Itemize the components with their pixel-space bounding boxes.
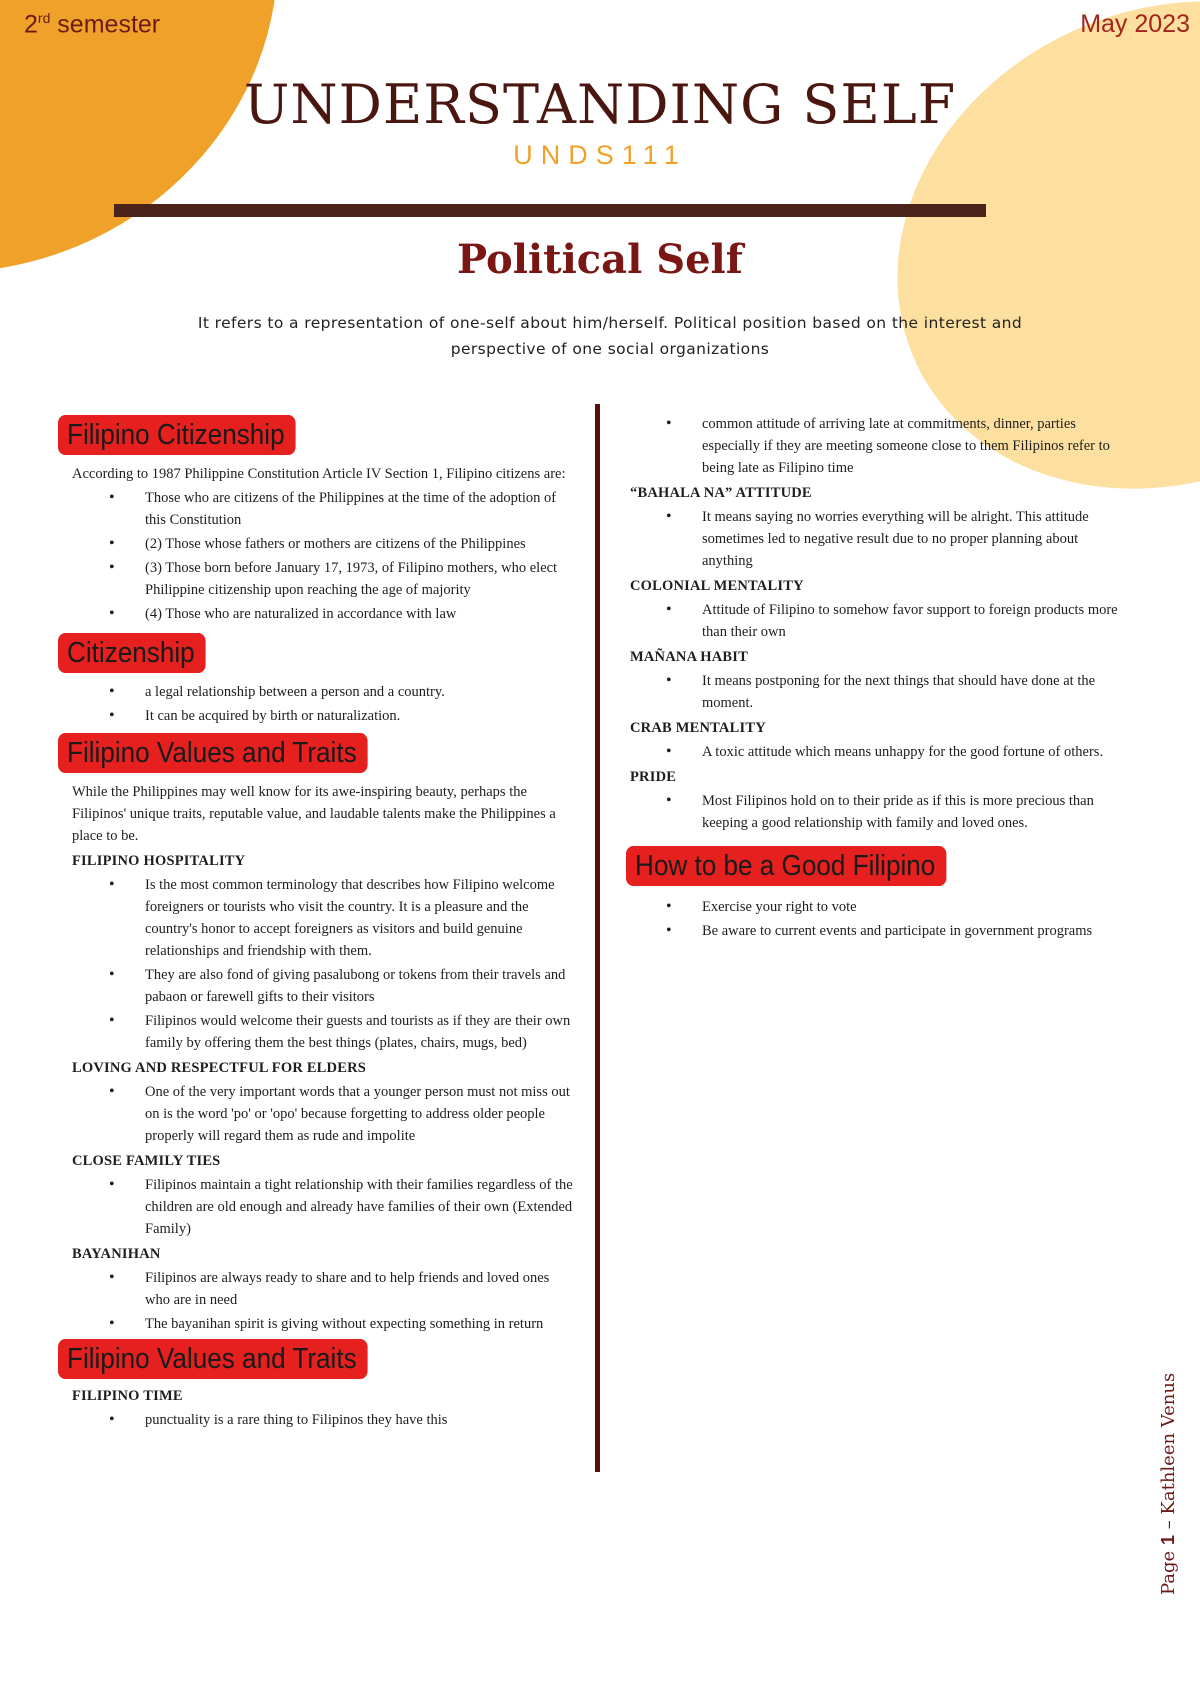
list-item: • common attitude of arriving late at commitments, dinner, parties especially if they are meeting someone close to them Filipinos refer to being late as Filipino time — [702, 413, 1128, 479]
decorative-orange-blob — [0, 0, 363, 361]
list-item: • It means postponing for the next things that should have done at the moment. — [702, 670, 1128, 714]
section-heading-filipino-citizenship: Filipino Citizenship — [58, 415, 295, 455]
bullet-list — [628, 599, 1128, 643]
page-title: Political Self — [457, 236, 743, 283]
bullet-list — [628, 413, 1128, 479]
list-item: • Filipinos maintain a tight relationship with their families regardless of the children are old enough and already have families of their own (Extended Family) — [145, 1174, 575, 1240]
column-divider — [595, 404, 600, 1472]
list-item: • (4) Those who are naturalized in accordance with law — [145, 603, 575, 625]
bullet-list — [628, 741, 1128, 763]
list-item: • Attitude of Filipino to somehow favor support to foreign products more than their own — [702, 599, 1128, 643]
bullet-list — [628, 670, 1128, 714]
list-item: • It means saying no worries everything will be alright. This attitude sometimes led to negative result due to no proper planning about anything — [702, 506, 1128, 572]
list-item: • Most Filipinos hold on to their pride as if this is more precious than keeping a good relationship with family and loved ones. — [702, 790, 1128, 834]
subheading: LOVING AND RESPECTFUL FOR ELDERS — [72, 1060, 367, 1076]
paragraph: While the Philippines may well know for its awe-inspiring beauty, perhaps the Filipinos' unique traits, reputable value, and laudable talents make the Philippines a place to be. — [72, 784, 556, 844]
list-item: • It can be acquired by birth or naturalization. — [145, 705, 575, 727]
section-heading-filipino-values-2: Filipino Values and Traits — [58, 1339, 367, 1379]
course-code: UNDS111 — [513, 140, 687, 170]
list-item: • Filipinos are always ready to share and to help friends and loved ones who are in need — [145, 1267, 575, 1311]
list-item: • Those who are citizens of the Philippines at the time of the adoption of this Constitution — [145, 487, 575, 531]
bullet-list — [60, 1081, 575, 1147]
header-divider — [114, 204, 986, 217]
subheading: CRAB MENTALITY — [630, 720, 766, 736]
section-heading-good-filipino: How to be a Good Filipino — [626, 846, 946, 886]
list-item: • Filipinos would welcome their guests and tourists as if they are their own family by offering them the best things (plates, chairs, mugs, bed) — [145, 1010, 575, 1054]
date-label: May 2023 — [1080, 10, 1190, 38]
subheading: CLOSE FAMILY TIES — [72, 1153, 221, 1169]
list-item: • A toxic attitude which means unhappy for the good fortune of others. — [702, 741, 1128, 763]
bullet-list — [60, 1174, 575, 1240]
semester-label: 2rd semester — [24, 10, 161, 39]
document-title: UNDERSTANDING SELF — [243, 73, 957, 136]
subheading: PRIDE — [630, 769, 677, 785]
intro-paragraph: It refers to a representation of one-self about him/herself. Political position based on the interest and perspective of one social organizations — [197, 314, 1023, 358]
paragraph: According to 1987 Philippine Constitution Article IV Section 1, Filipino citizens are: — [72, 466, 566, 482]
bullet-list — [60, 487, 575, 625]
section-heading-filipino-values: Filipino Values and Traits — [58, 733, 367, 773]
subheading: MAÑANA HABIT — [630, 649, 749, 665]
bullet-list — [628, 506, 1128, 572]
subheading: FILIPINO TIME — [72, 1388, 183, 1404]
list-item: • Be aware to current events and participate in government programs — [702, 920, 1128, 942]
bullet-list — [628, 790, 1128, 834]
list-item: • One of the very important words that a younger person must not miss out on is the word 'po' or 'opo' because forgetting to address older people properly will regard them as rude and impolite — [145, 1081, 575, 1147]
list-item: • Is the most common terminology that describes how Filipino welcome foreigners or tourists who visit the country. It is a pleasure and the country's honor to accept foreigners as visitors and build genuine relationships and friendship with them. — [145, 874, 575, 962]
subheading: FILIPINO HOSPITALITY — [72, 853, 246, 869]
left-column — [60, 415, 575, 1433]
subheading: COLONIAL MENTALITY — [630, 578, 804, 594]
bullet-list — [60, 681, 575, 727]
bullet-list — [628, 896, 1128, 942]
bullet-list — [60, 1267, 575, 1335]
list-item: • Exercise your right to vote — [702, 896, 1128, 918]
list-item: • punctuality is a rare thing to Filipinos they have this — [145, 1409, 575, 1431]
list-item: • (2) Those whose fathers or mothers are citizens of the Philippines — [145, 533, 575, 555]
bullet-list — [60, 1409, 575, 1431]
list-item: • The bayanihan spirit is giving without expecting something in return — [145, 1313, 575, 1335]
list-item: • (3) Those born before January 17, 1973, of Filipino mothers, who elect Philippine citizenship upon reaching the age of majority — [145, 557, 575, 601]
subheading: BAYANIHAN — [72, 1246, 161, 1262]
bullet-list — [60, 874, 575, 1054]
page-footer: Page 1 – Kathleen Venus — [1158, 1372, 1179, 1595]
list-item: • They are also fond of giving pasalubong or tokens from their travels and pabaon or farewell gifts to their visitors — [145, 964, 575, 1008]
subheading: “BAHALA NA” ATTITUDE — [630, 485, 812, 501]
section-heading-citizenship: Citizenship — [58, 633, 205, 673]
list-item: • a legal relationship between a person and a country. — [145, 681, 575, 703]
right-column — [628, 413, 1128, 944]
